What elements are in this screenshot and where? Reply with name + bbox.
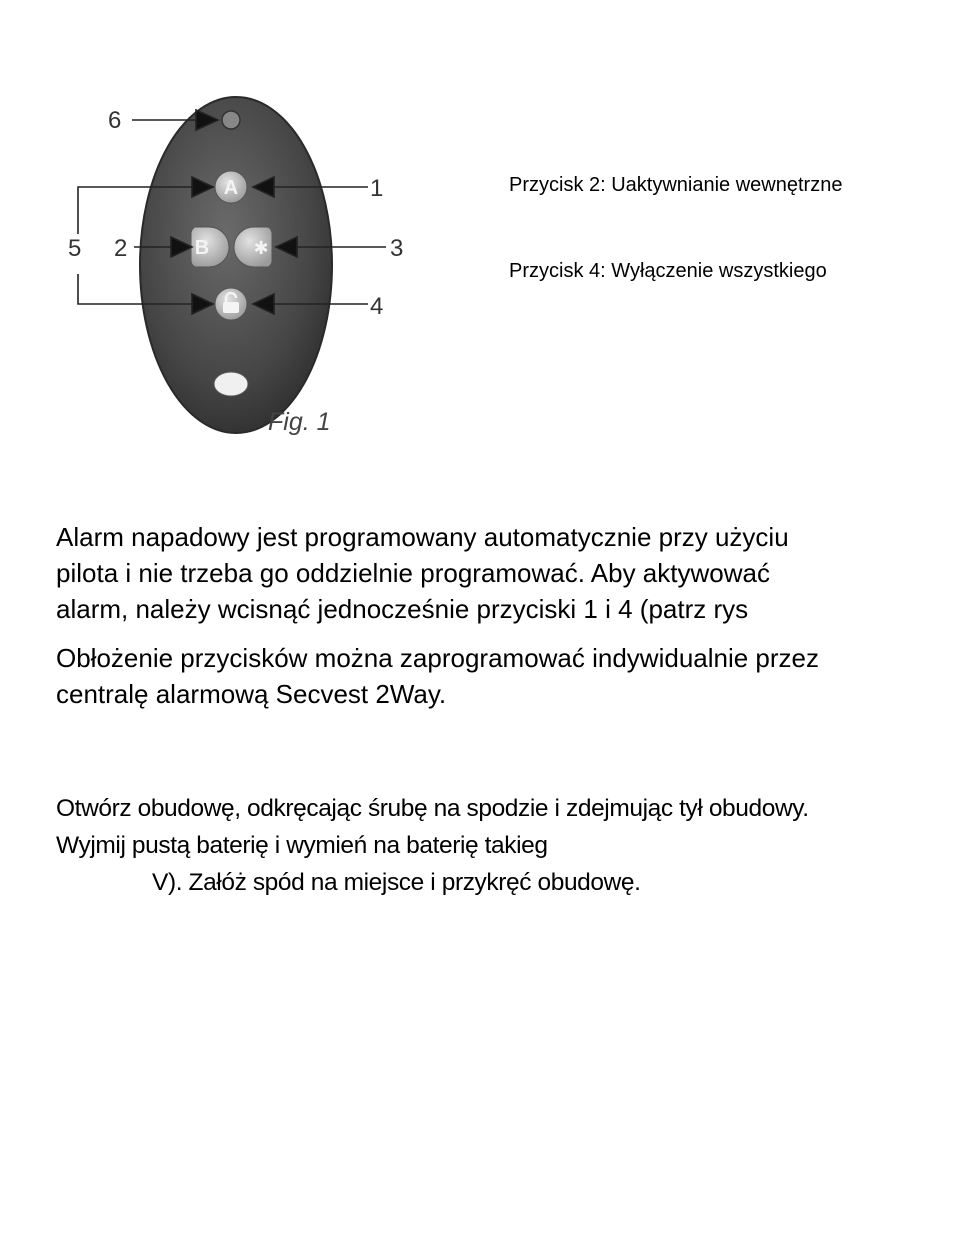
paragraph-line: V). Załóż spód na miejsce i przykręć obudowę. <box>152 869 641 896</box>
button-a-label: A <box>223 177 239 199</box>
callout-4: 4 <box>370 293 384 320</box>
button-4-caption: Przycisk 4: Wyłączenie wszystkiego <box>509 260 827 282</box>
callout-6: 6 <box>108 107 122 134</box>
button-a <box>215 171 247 203</box>
panic-alarm-paragraph <box>56 519 916 627</box>
paragraph-line: alarm, należy wcisnąć jednocześnie przyciski 1 i 4 (patrz rys <box>56 594 749 624</box>
keyring-hole <box>214 372 248 396</box>
remote-fob-figure <box>50 90 450 450</box>
paragraph-line: centralę alarmową Secvest 2Way. <box>56 679 447 709</box>
button-b-label: B <box>194 237 210 259</box>
callout-1: 1 <box>370 175 384 202</box>
callout-3: 3 <box>390 235 404 262</box>
figure-caption: Fig. 1 <box>268 408 331 436</box>
button-star <box>234 227 272 267</box>
button-lock <box>215 288 247 320</box>
button-b <box>191 227 229 267</box>
paragraph-line: Wyjmij pustą baterię i wymień na baterię takieg <box>56 832 548 859</box>
button-star-label: ✱ <box>253 238 269 259</box>
button-2-caption: Przycisk 2: Uaktywnianie wewnętrzne <box>509 174 843 196</box>
paragraph-line: Alarm napadowy jest programowany automatycznie przy użyciu <box>56 522 789 552</box>
paragraph-line: Otwórz obudowę, odkręcając śrubę na spodzie i zdejmując tył obudowy. <box>56 795 809 822</box>
battery-replacement-paragraph <box>56 790 916 901</box>
paragraph-line: Obłożenie przycisków można zaprogramować indywidualnie przez <box>56 643 820 673</box>
led-indicator <box>222 111 240 129</box>
button-assignment-paragraph <box>56 640 916 712</box>
callout-5: 5 <box>68 235 82 262</box>
callout-2: 2 <box>114 235 128 262</box>
paragraph-line: pilota i nie trzeba go oddzielnie programować. Aby aktywować <box>56 558 770 588</box>
